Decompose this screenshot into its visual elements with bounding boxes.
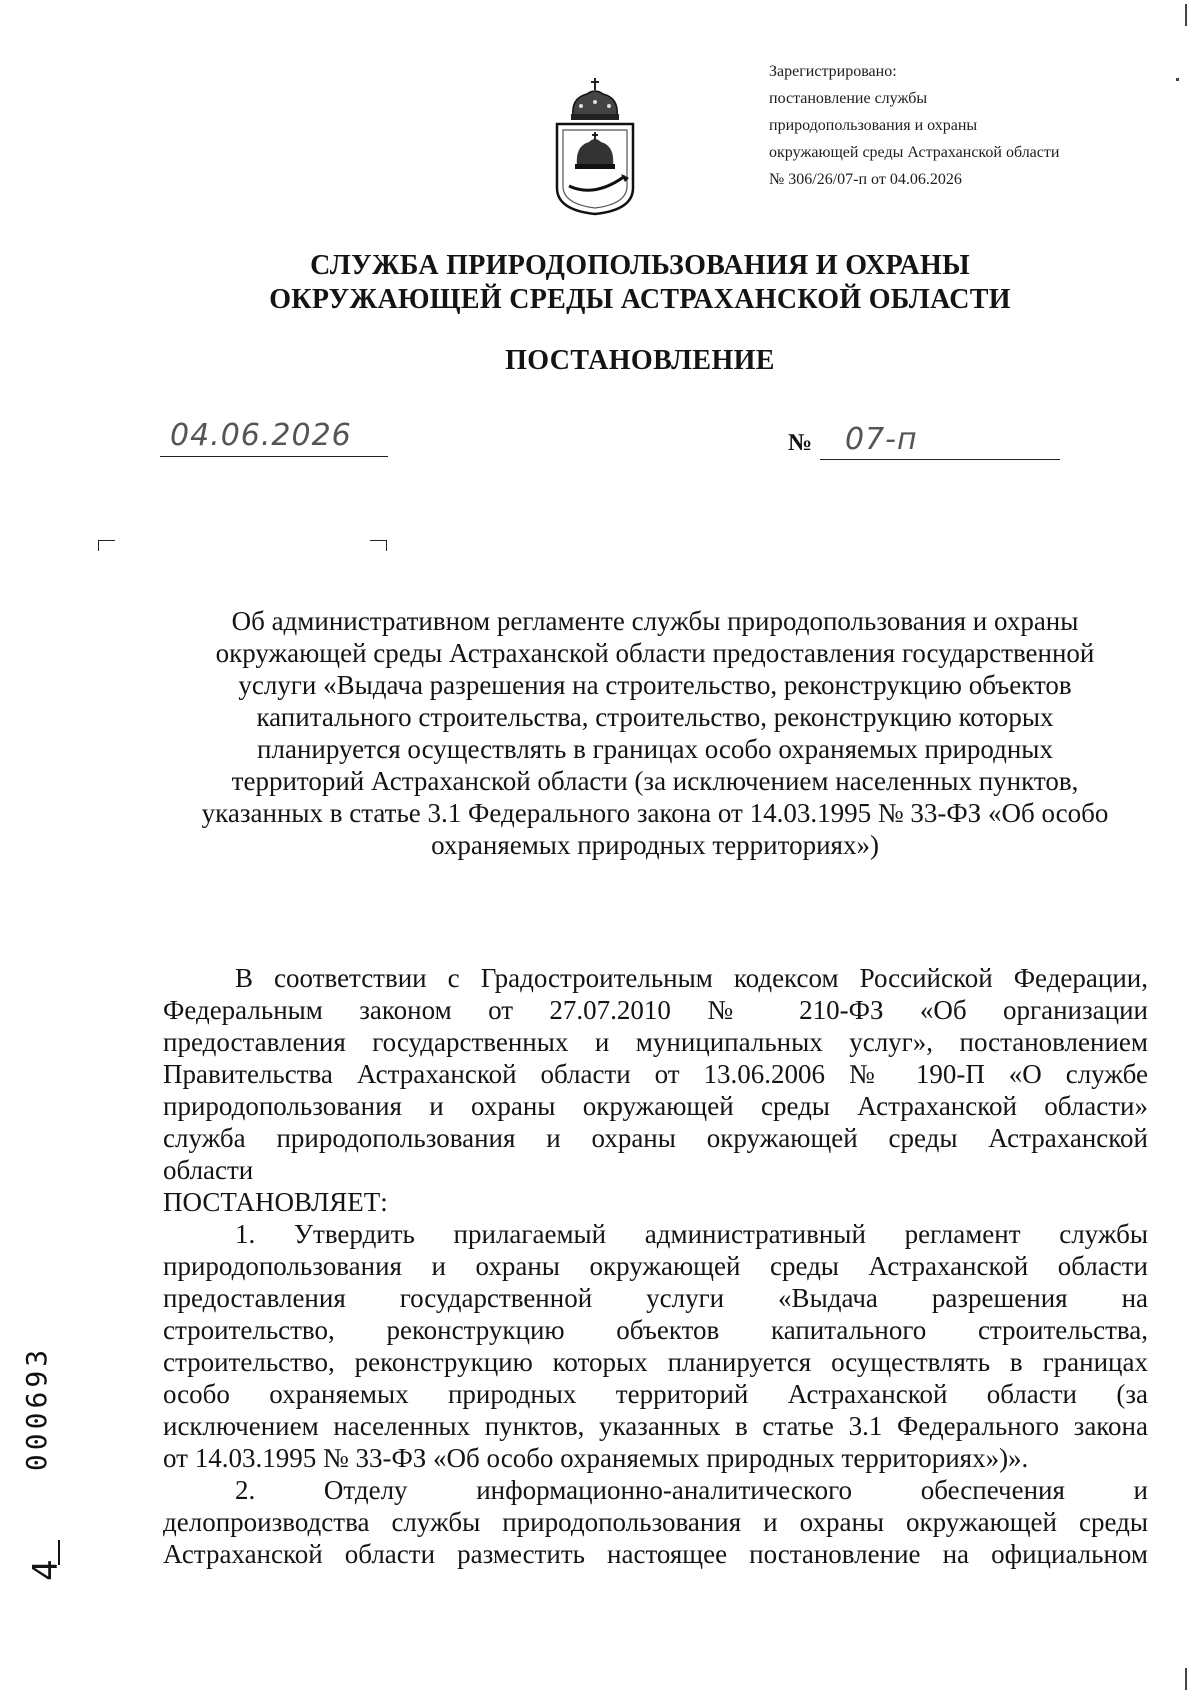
registration-line: окружающей среды Астраханской области: [769, 144, 1060, 161]
title-line: Об административном регламенте службы природопользования и охраны: [231, 606, 1079, 636]
handwritten-date: 04.06.2026: [170, 418, 352, 453]
registration-line: № 306/26/07-п от 04.06.2026: [769, 171, 962, 188]
scan-edge-mark: [1176, 78, 1179, 81]
preamble-paragraph: [163, 962, 1148, 1186]
body-line: области: [163, 1155, 254, 1185]
body-line: Астраханской области разместить настоящее постановление на официальном: [163, 1539, 1148, 1569]
number-label: №: [788, 430, 813, 456]
body-line: строительство, реконструкцию которых планируется осуществлять в границах: [163, 1347, 1148, 1377]
body-line: В соответствии с Градостроительным кодексом Российской Федерации,: [235, 963, 1148, 993]
resolves-heading: ПОСТАНОВЛЯЕТ:: [163, 1187, 388, 1217]
scan-edge-mark: [1185, 1668, 1187, 1690]
organization-name-line2: ОКРУЖАЮЩЕЙ СРЕДЫ АСТРАХАНСКОЙ ОБЛАСТИ: [269, 284, 1011, 315]
body-line: предоставления государственных и муниципальных услуг», постановлением: [163, 1027, 1148, 1057]
registration-line: постановление службы: [769, 90, 928, 107]
title-line: охраняемых природных территориях»): [431, 830, 879, 860]
scan-edge-mark: [1185, 4, 1187, 26]
registration-block: [769, 58, 1169, 193]
body-line: делопроизводства службы природопользования и охраны окружающей среды: [163, 1507, 1148, 1537]
body-line: исключением населенных пунктов, указанных в статье 3.1 Федерального закона: [163, 1411, 1148, 1441]
title-line: территорий Астраханской области (за исключением населенных пунктов,: [231, 766, 1079, 796]
body-line: строительство, реконструкцию объектов капитального строительства,: [163, 1315, 1148, 1345]
body-line: Правительства Астраханской области от 13.06.2006 № 190-П «О службе: [163, 1059, 1148, 1089]
body-line: природопользования и охраны окружающей среды Астраханской области: [163, 1251, 1148, 1281]
margin-serial-number: [20, 1342, 64, 1482]
item-2-paragraph: [163, 1474, 1148, 1570]
body-line: 2. Отделу информационно-аналитического обеспечения и: [235, 1475, 1148, 1505]
organization-name-line1: СЛУЖБА ПРИРОДОПОЛЬЗОВАНИЯ И ОХРАНЫ: [310, 250, 970, 281]
serial-number-text: 000693: [20, 1345, 54, 1472]
title-bracket-left: [98, 540, 115, 551]
document-title: [160, 605, 1150, 861]
body-line: от 14.03.1995 № 33-ФЗ «Об особо охраняемых природных территориях»)».: [163, 1443, 1029, 1473]
page-mark-text: 4: [25, 1559, 66, 1581]
title-line: окружающей среды Астраханской области предоставления государственной: [215, 638, 1095, 668]
body-line: служба природопользования и охраны окружающей среды Астраханской: [163, 1123, 1148, 1153]
title-line: услуги «Выдача разрешения на строительство, реконструкцию объектов: [238, 670, 1072, 700]
handwritten-number: 07-п: [845, 422, 918, 457]
title-line: капитального строительства, строительство, реконструкцию которых: [256, 702, 1054, 732]
body-line: особо охраняемых природных территорий Астраханской области (за: [163, 1379, 1148, 1409]
registration-line: Зарегистрировано:: [769, 63, 897, 80]
title-bracket-right: [370, 540, 387, 551]
body-line: природопользования и охраны окружающей среды Астраханской области»: [163, 1091, 1148, 1121]
number-underline: [820, 459, 1060, 460]
margin-page-mark: [25, 1540, 75, 1600]
document-body: [163, 962, 1148, 1570]
body-line: 1. Утвердить прилагаемый административный регламент службы: [235, 1219, 1148, 1249]
item-1-paragraph: [163, 1218, 1148, 1474]
date-underline: [160, 456, 388, 457]
body-line: Федеральным законом от 27.07.2010 № 210-ФЗ «Об организации: [163, 995, 1148, 1025]
document-type: ПОСТАНОВЛЕНИЕ: [505, 345, 775, 376]
body-line: предоставления государственной услуги «Выдача разрешения на: [163, 1283, 1148, 1313]
registration-line: природопользования и охраны: [769, 117, 978, 134]
title-line: указанных в статье 3.1 Федерального закона от 14.03.1995 № 33-ФЗ «Об особо: [201, 798, 1109, 828]
coat-of-arms-icon: [551, 76, 639, 216]
title-line: планируется осуществлять в границах особо охраняемых природных: [257, 734, 1053, 764]
